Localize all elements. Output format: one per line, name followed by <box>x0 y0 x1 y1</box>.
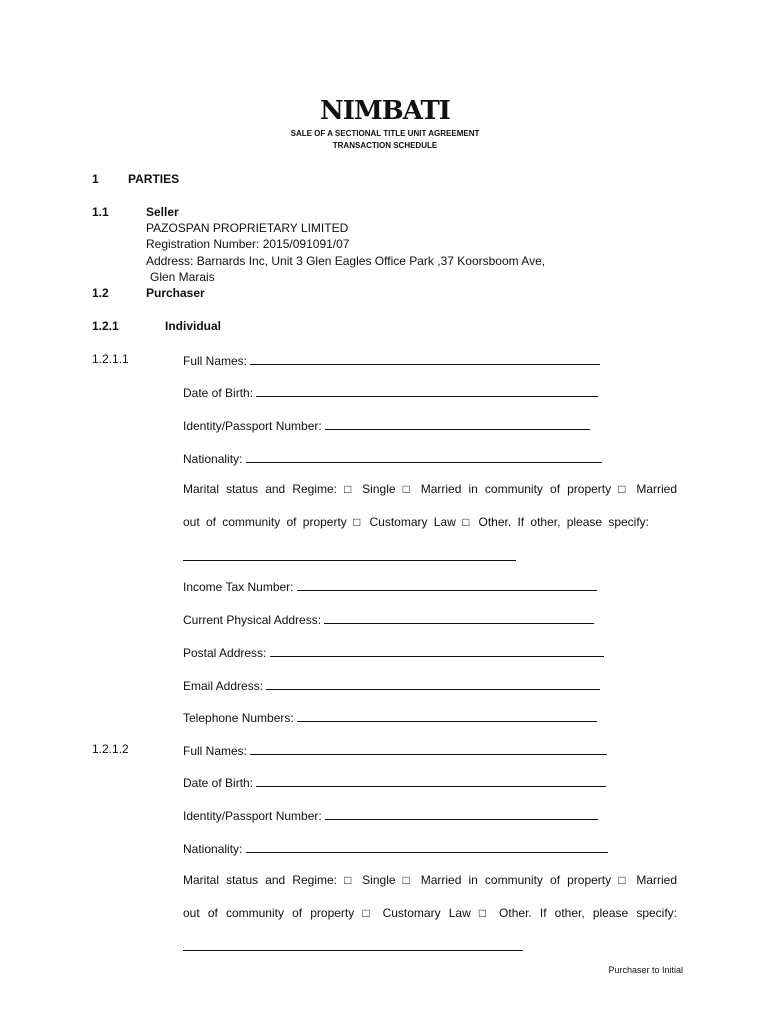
field-label: Telephone Numbers: <box>183 711 294 725</box>
p2-full-names-field[interactable] <box>183 742 607 758</box>
field-label: Email Address: <box>183 679 264 693</box>
blank-line[interactable] <box>256 774 606 787</box>
section-number: 1 <box>92 172 99 186</box>
blank-line[interactable] <box>250 742 607 755</box>
p1-id-field[interactable] <box>183 417 590 433</box>
p2-nationality-field[interactable] <box>183 840 608 856</box>
p1-specify-field[interactable] <box>183 548 516 564</box>
p1-postal-address-field[interactable] <box>183 644 604 660</box>
field-label: Nationality: <box>183 452 243 466</box>
blank-line[interactable] <box>183 938 523 951</box>
p1-income-tax-field[interactable] <box>183 578 597 594</box>
field-label: Nationality: <box>183 842 243 856</box>
blank-line[interactable] <box>183 548 516 561</box>
seller-number: 1.1 <box>92 205 109 219</box>
p2-dob-field[interactable] <box>183 774 606 790</box>
seller-name: PAZOSPAN PROPRIETARY LIMITED <box>146 221 349 235</box>
blank-line[interactable] <box>324 611 594 624</box>
logo-text: NIMBATI <box>320 96 450 126</box>
field-label: Current Physical Address: <box>183 613 322 627</box>
p1-marital-line2: out of community of property □ Customary Law □ Other. If other, please specify: <box>183 515 649 529</box>
seller-registration: Registration Number: 2015/091091/07 <box>146 237 350 251</box>
individual-heading: Individual <box>165 319 222 333</box>
blank-line[interactable] <box>270 644 604 657</box>
purchaser-initial-note: Purchaser to Initial <box>608 965 683 975</box>
section-title: PARTIES <box>128 172 180 186</box>
blank-line[interactable] <box>256 384 598 397</box>
seller-heading: Seller <box>146 205 179 219</box>
field-label: Full Names: <box>183 744 248 758</box>
field-label: Date of Birth: <box>183 386 254 400</box>
p2-marital-line2: out of community of property □ Customary Law □ Other. If other, please specify: <box>183 906 677 920</box>
blank-line[interactable] <box>325 807 598 820</box>
p1-nationality-field[interactable] <box>183 450 602 466</box>
p1-dob-field[interactable] <box>183 384 598 400</box>
blank-line[interactable] <box>266 677 600 690</box>
person2-number: 1.2.1.2 <box>92 742 129 756</box>
document-subtitle: TRANSACTION SCHEDULE <box>332 141 438 150</box>
purchaser-number: 1.2 <box>92 286 109 300</box>
seller-address-line1: Address: Barnards Inc, Unit 3 Glen Eagles Office Park ,37 Koorsboom Ave, <box>146 254 546 268</box>
p2-specify-field[interactable] <box>183 938 523 954</box>
field-label: Identity/Passport Number: <box>183 809 322 823</box>
p1-full-names-field[interactable] <box>183 352 600 368</box>
seller-address-line2: Glen Marais <box>150 270 215 284</box>
p1-email-field[interactable] <box>183 677 600 693</box>
blank-line[interactable] <box>325 417 590 430</box>
blank-line[interactable] <box>297 709 597 722</box>
p1-telephone-field[interactable] <box>183 709 597 725</box>
person1-number: 1.2.1.1 <box>92 352 129 366</box>
p1-marital-line1: Marital status and Regime: □ Single □ Married in community of property □ Married <box>183 482 677 496</box>
field-label: Identity/Passport Number: <box>183 419 322 433</box>
p2-marital-line1: Marital status and Regime: □ Single □ Married in community of property □ Married <box>183 873 677 887</box>
field-label: Date of Birth: <box>183 776 254 790</box>
p2-id-field[interactable] <box>183 807 598 823</box>
blank-line[interactable] <box>246 840 608 853</box>
field-label: Postal Address: <box>183 646 267 660</box>
field-label: Full Names: <box>183 354 248 368</box>
field-label: Income Tax Number: <box>183 580 294 594</box>
p1-physical-address-field[interactable] <box>183 611 594 627</box>
individual-number: 1.2.1 <box>92 319 119 333</box>
purchaser-heading: Purchaser <box>146 286 205 300</box>
blank-line[interactable] <box>297 578 597 591</box>
blank-line[interactable] <box>250 352 600 365</box>
document-title: SALE OF A SECTIONAL TITLE UNIT AGREEMENT <box>290 129 480 138</box>
blank-line[interactable] <box>246 450 602 463</box>
